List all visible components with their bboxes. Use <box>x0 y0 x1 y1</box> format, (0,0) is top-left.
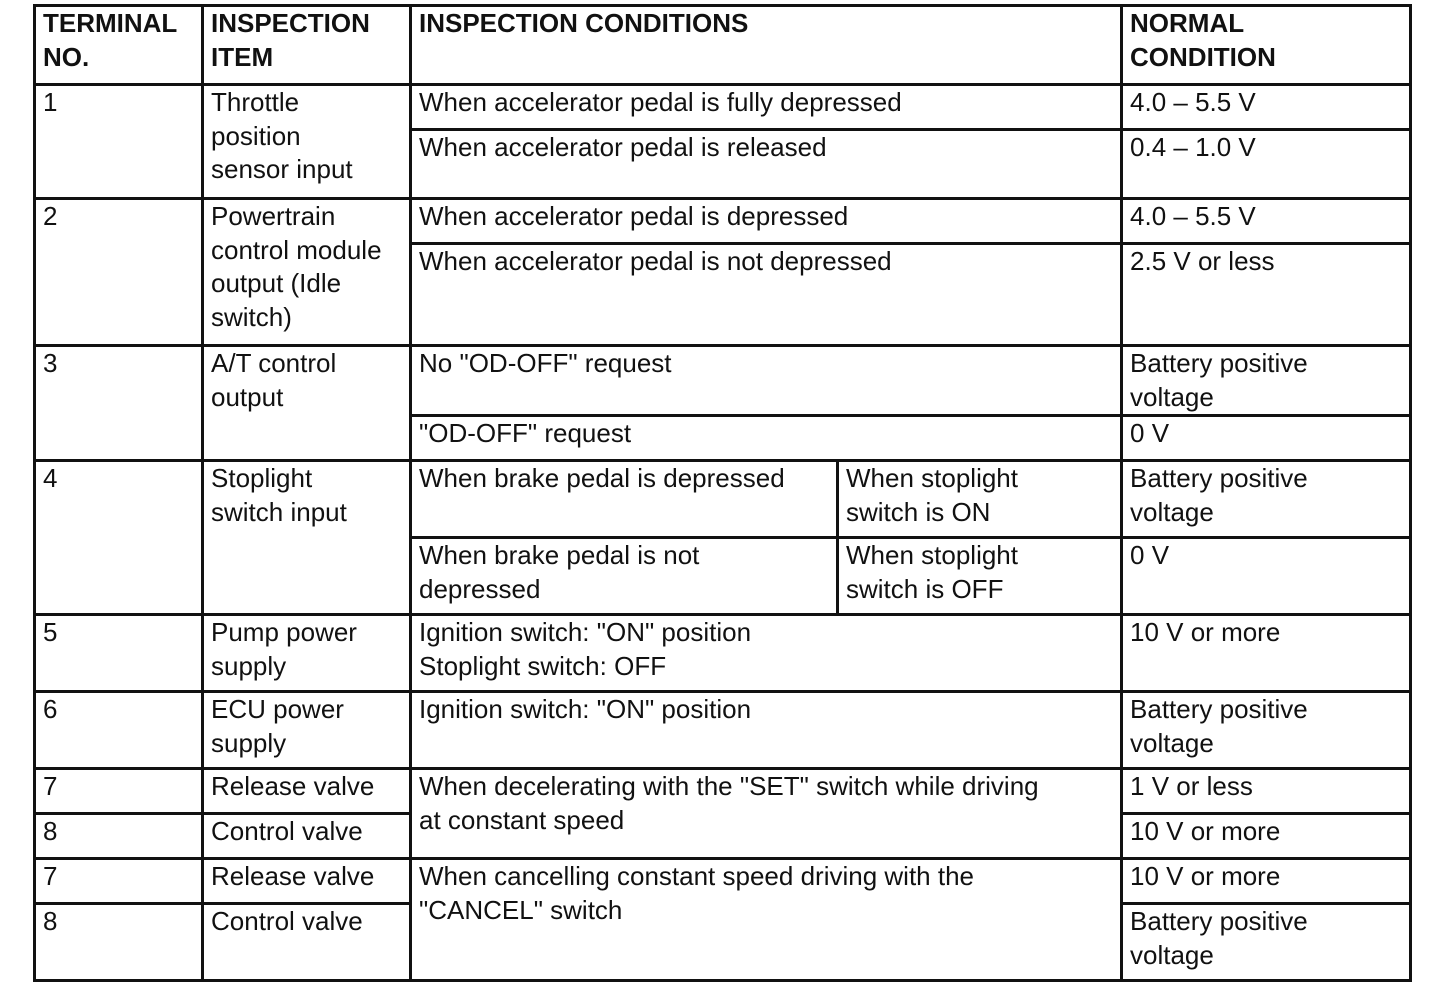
header-text: TERMINAL <box>43 8 178 38</box>
item-text: Pump power <box>211 617 357 647</box>
normal-text: Battery positive <box>1130 463 1308 493</box>
item-cell <box>203 461 411 615</box>
item-text: Stoplight <box>211 463 313 493</box>
terminal-cell: 8 <box>35 904 203 981</box>
header-text: INSPECTION <box>211 8 370 38</box>
table-row <box>35 199 1411 244</box>
condition-text: When stoplight <box>846 463 1018 493</box>
item-cell <box>203 346 411 461</box>
item-text: sensor input <box>211 154 353 184</box>
condition-text: Stoplight switch: OFF <box>419 650 667 681</box>
normal-cell <box>1122 904 1411 981</box>
condition-cell: No "OD-OFF" request <box>411 346 1122 416</box>
condition-text: depressed <box>419 573 541 604</box>
item-cell <box>203 615 411 692</box>
condition-text: switch is OFF <box>846 573 1004 604</box>
normal-cell: 4.0 – 5.5 V <box>1122 199 1411 244</box>
item-cell: Control valve <box>203 904 411 981</box>
item-cell <box>203 199 411 346</box>
item-text: ECU power <box>211 694 344 724</box>
terminal-cell: 7 <box>35 769 203 814</box>
table-row <box>35 615 1411 692</box>
stoplight-condition-cell <box>838 538 1122 615</box>
terminal-cell: 3 <box>35 346 203 461</box>
header-normal-condition <box>1122 6 1411 85</box>
brake-condition-cell: When brake pedal is depressed <box>411 461 838 538</box>
normal-cell: 0 V <box>1122 416 1411 461</box>
condition-text: When cancelling constant speed driving with the <box>419 861 974 891</box>
terminal-cell: 1 <box>35 85 203 199</box>
normal-text: voltage <box>1130 381 1214 412</box>
normal-text: Battery positive <box>1130 694 1308 724</box>
normal-cell: 0 V <box>1122 538 1411 615</box>
item-text: Throttle <box>211 87 300 117</box>
header-text: NO. <box>43 41 90 72</box>
item-text: output <box>211 381 284 412</box>
brake-condition-cell <box>411 538 838 615</box>
table-row <box>35 85 1411 130</box>
condition-text: When brake pedal is not <box>419 540 700 570</box>
condition-cell <box>411 615 1122 692</box>
condition-text: When decelerating with the "SET" switch while driving <box>419 771 1039 801</box>
terminal-cell: 2 <box>35 199 203 346</box>
item-text: output (Idle <box>211 268 342 298</box>
item-text: Powertrain <box>211 201 336 231</box>
item-cell: Release valve <box>203 769 411 814</box>
normal-cell <box>1122 461 1411 538</box>
condition-cell: When accelerator pedal is not depressed <box>411 244 1122 346</box>
normal-cell: 10 V or more <box>1122 859 1411 904</box>
normal-cell: 10 V or more <box>1122 814 1411 859</box>
normal-text: voltage <box>1130 939 1214 970</box>
condition-text: switch is ON <box>846 496 991 527</box>
normal-text: Battery positive <box>1130 348 1308 378</box>
normal-cell <box>1122 346 1411 416</box>
header-inspection-conditions: INSPECTION CONDITIONS <box>411 6 1122 85</box>
condition-cell: "OD-OFF" request <box>411 416 1122 461</box>
item-text: supply <box>211 727 287 758</box>
normal-text: Battery positive <box>1130 906 1308 936</box>
condition-cell <box>411 859 1122 981</box>
normal-text: voltage <box>1130 496 1214 527</box>
condition-text: Ignition switch: "ON" position <box>419 617 752 647</box>
header-text: ITEM <box>211 41 274 72</box>
item-text: switch) <box>211 301 292 332</box>
item-cell: Release valve <box>203 859 411 904</box>
normal-cell: 0.4 – 1.0 V <box>1122 130 1411 199</box>
normal-cell: 2.5 V or less <box>1122 244 1411 346</box>
terminal-cell: 7 <box>35 859 203 904</box>
terminal-cell: 6 <box>35 692 203 769</box>
condition-cell: When accelerator pedal is released <box>411 130 1122 199</box>
normal-text: voltage <box>1130 727 1214 758</box>
condition-text: When stoplight <box>846 540 1018 570</box>
normal-cell <box>1122 692 1411 769</box>
condition-cell: When accelerator pedal is depressed <box>411 199 1122 244</box>
stoplight-condition-cell <box>838 461 1122 538</box>
item-text: switch input <box>211 496 347 527</box>
table-row <box>35 859 1411 904</box>
normal-cell: 1 V or less <box>1122 769 1411 814</box>
terminal-cell: 5 <box>35 615 203 692</box>
terminal-cell: 4 <box>35 461 203 615</box>
condition-cell: When accelerator pedal is fully depressed <box>411 85 1122 130</box>
terminal-cell: 8 <box>35 814 203 859</box>
condition-cell <box>411 769 1122 859</box>
header-inspection-item <box>203 6 411 85</box>
table-row <box>35 461 1411 538</box>
header-terminal-no <box>35 6 203 85</box>
normal-cell: 4.0 – 5.5 V <box>1122 85 1411 130</box>
header-row <box>35 6 1411 85</box>
item-cell <box>203 692 411 769</box>
condition-text: at constant speed <box>419 804 625 835</box>
item-cell: Control valve <box>203 814 411 859</box>
table-row <box>35 692 1411 769</box>
header-text: NORMAL <box>1130 8 1245 38</box>
condition-cell: Ignition switch: "ON" position <box>411 692 1122 769</box>
terminal-inspection-table <box>33 4 1412 982</box>
item-text: supply <box>211 650 287 681</box>
item-text: control module <box>211 234 382 265</box>
table-row <box>35 346 1411 416</box>
item-text: A/T control <box>211 348 337 378</box>
table-row <box>35 769 1411 814</box>
header-text: CONDITION <box>1130 41 1276 72</box>
condition-text: "CANCEL" switch <box>419 894 623 925</box>
item-cell <box>203 85 411 199</box>
item-text: position <box>211 120 301 151</box>
normal-cell: 10 V or more <box>1122 615 1411 692</box>
